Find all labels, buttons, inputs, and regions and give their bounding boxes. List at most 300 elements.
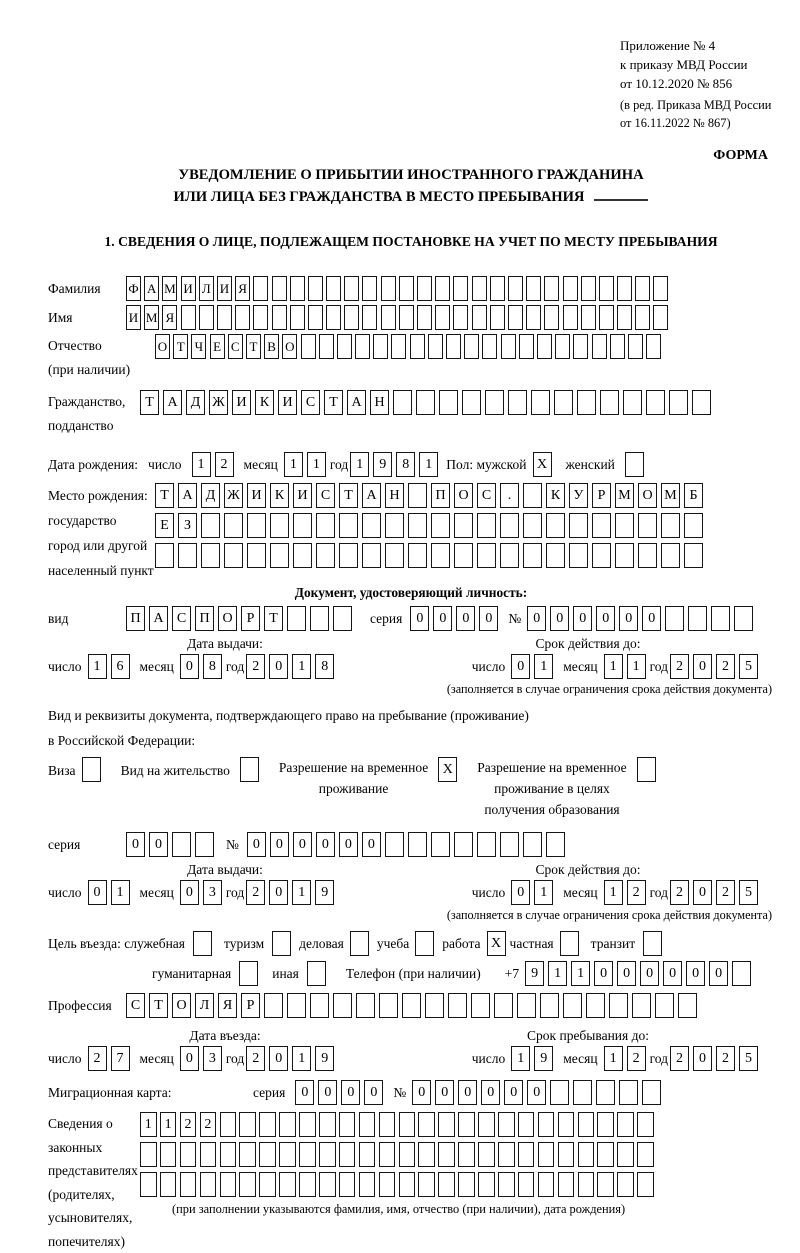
char-cell[interactable] bbox=[546, 513, 565, 538]
char-cell[interactable] bbox=[418, 1142, 435, 1167]
char-cell[interactable] bbox=[399, 1142, 416, 1167]
char-cell[interactable]: 0 bbox=[435, 1080, 454, 1105]
char-cell[interactable]: 0 bbox=[663, 961, 682, 986]
char-cell[interactable] bbox=[597, 1142, 614, 1167]
char-cell[interactable]: X bbox=[533, 452, 552, 477]
char-cell[interactable] bbox=[573, 334, 588, 359]
char-cell[interactable] bbox=[435, 276, 450, 301]
char-cell[interactable]: И bbox=[126, 305, 141, 330]
char-cell[interactable]: 0 bbox=[318, 1080, 337, 1105]
char-cell[interactable]: 9 bbox=[373, 452, 392, 477]
char-cell[interactable] bbox=[399, 1172, 416, 1197]
char-cell[interactable]: 2 bbox=[670, 880, 689, 905]
char-cell[interactable] bbox=[381, 276, 396, 301]
char-cell[interactable]: 7 bbox=[111, 1046, 130, 1071]
char-cell[interactable] bbox=[239, 961, 258, 986]
char-cell[interactable] bbox=[160, 1172, 177, 1197]
char-cell[interactable] bbox=[498, 1142, 515, 1167]
char-cell[interactable] bbox=[609, 993, 628, 1018]
char-cell[interactable] bbox=[200, 1172, 217, 1197]
char-cell[interactable] bbox=[333, 993, 352, 1018]
char-cell[interactable] bbox=[558, 1142, 575, 1167]
char-cell[interactable] bbox=[418, 1112, 435, 1137]
char-cell[interactable] bbox=[632, 993, 651, 1018]
char-cell[interactable]: Т bbox=[246, 334, 261, 359]
char-cell[interactable] bbox=[523, 543, 542, 568]
char-cell[interactable]: 0 bbox=[269, 880, 288, 905]
char-cell[interactable] bbox=[617, 276, 632, 301]
char-cell[interactable] bbox=[617, 1142, 634, 1167]
char-cell[interactable]: Т bbox=[264, 606, 283, 631]
char-cell[interactable] bbox=[558, 1172, 575, 1197]
char-cell[interactable] bbox=[220, 1142, 237, 1167]
char-cell[interactable]: Я bbox=[162, 305, 177, 330]
char-cell[interactable]: Л bbox=[199, 276, 214, 301]
char-cell[interactable] bbox=[538, 1172, 555, 1197]
char-cell[interactable] bbox=[140, 1142, 157, 1167]
char-cell[interactable] bbox=[428, 334, 443, 359]
char-cell[interactable] bbox=[554, 390, 573, 415]
char-cell[interactable]: 0 bbox=[458, 1080, 477, 1105]
char-cell[interactable] bbox=[454, 832, 473, 857]
char-cell[interactable] bbox=[399, 276, 414, 301]
char-cell[interactable] bbox=[638, 543, 657, 568]
char-cell[interactable]: 2 bbox=[200, 1112, 217, 1137]
char-cell[interactable] bbox=[462, 390, 481, 415]
char-cell[interactable]: 1 bbox=[511, 1046, 530, 1071]
char-cell[interactable] bbox=[458, 1172, 475, 1197]
char-cell[interactable]: 9 bbox=[534, 1046, 553, 1071]
char-cell[interactable] bbox=[307, 961, 326, 986]
char-cell[interactable] bbox=[500, 832, 519, 857]
char-cell[interactable]: Т bbox=[149, 993, 168, 1018]
char-cell[interactable] bbox=[425, 993, 444, 1018]
char-cell[interactable]: 0 bbox=[479, 606, 498, 631]
char-cell[interactable] bbox=[637, 757, 656, 782]
char-cell[interactable] bbox=[617, 1112, 634, 1137]
char-cell[interactable]: Д bbox=[186, 390, 205, 415]
char-cell[interactable] bbox=[615, 513, 634, 538]
char-cell[interactable] bbox=[578, 1142, 595, 1167]
char-cell[interactable] bbox=[418, 1172, 435, 1197]
char-cell[interactable] bbox=[308, 276, 323, 301]
char-cell[interactable] bbox=[597, 1112, 614, 1137]
char-cell[interactable] bbox=[523, 832, 542, 857]
char-cell[interactable] bbox=[379, 1172, 396, 1197]
char-cell[interactable] bbox=[546, 543, 565, 568]
char-cell[interactable]: М bbox=[144, 305, 159, 330]
char-cell[interactable]: 5 bbox=[739, 880, 758, 905]
char-cell[interactable] bbox=[628, 334, 643, 359]
char-cell[interactable]: Н bbox=[385, 483, 404, 508]
char-cell[interactable]: 0 bbox=[693, 1046, 712, 1071]
char-cell[interactable]: 0 bbox=[410, 606, 429, 631]
char-cell[interactable] bbox=[253, 276, 268, 301]
char-cell[interactable] bbox=[172, 832, 191, 857]
char-cell[interactable]: 0 bbox=[550, 606, 569, 631]
char-cell[interactable]: 6 bbox=[111, 654, 130, 679]
char-cell[interactable]: 0 bbox=[481, 1080, 500, 1105]
char-cell[interactable] bbox=[638, 513, 657, 538]
char-cell[interactable] bbox=[684, 543, 703, 568]
char-cell[interactable] bbox=[438, 1142, 455, 1167]
char-cell[interactable]: 0 bbox=[527, 1080, 546, 1105]
char-cell[interactable]: Л bbox=[195, 993, 214, 1018]
char-cell[interactable] bbox=[684, 513, 703, 538]
char-cell[interactable] bbox=[362, 276, 377, 301]
char-cell[interactable] bbox=[272, 276, 287, 301]
char-cell[interactable] bbox=[326, 305, 341, 330]
char-cell[interactable] bbox=[661, 513, 680, 538]
char-cell[interactable] bbox=[362, 513, 381, 538]
char-cell[interactable]: И bbox=[217, 276, 232, 301]
char-cell[interactable]: А bbox=[144, 276, 159, 301]
char-cell[interactable] bbox=[477, 832, 496, 857]
char-cell[interactable]: 0 bbox=[180, 880, 199, 905]
char-cell[interactable]: 1 bbox=[192, 452, 211, 477]
char-cell[interactable]: 1 bbox=[627, 654, 646, 679]
char-cell[interactable]: Б bbox=[684, 483, 703, 508]
char-cell[interactable]: 5 bbox=[739, 654, 758, 679]
char-cell[interactable]: 2 bbox=[88, 1046, 107, 1071]
char-cell[interactable]: X bbox=[487, 931, 506, 956]
char-cell[interactable] bbox=[563, 993, 582, 1018]
char-cell[interactable] bbox=[337, 334, 352, 359]
char-cell[interactable]: 1 bbox=[292, 880, 311, 905]
char-cell[interactable]: 2 bbox=[670, 1046, 689, 1071]
char-cell[interactable] bbox=[669, 390, 688, 415]
char-cell[interactable] bbox=[454, 513, 473, 538]
char-cell[interactable]: С bbox=[126, 993, 145, 1018]
char-cell[interactable] bbox=[259, 1112, 276, 1137]
char-cell[interactable]: 1 bbox=[140, 1112, 157, 1137]
char-cell[interactable] bbox=[373, 334, 388, 359]
char-cell[interactable] bbox=[316, 543, 335, 568]
char-cell[interactable]: С bbox=[172, 606, 191, 631]
char-cell[interactable] bbox=[458, 1142, 475, 1167]
char-cell[interactable] bbox=[253, 305, 268, 330]
char-cell[interactable] bbox=[472, 276, 487, 301]
char-cell[interactable]: А bbox=[362, 483, 381, 508]
char-cell[interactable] bbox=[578, 1172, 595, 1197]
char-cell[interactable] bbox=[155, 543, 174, 568]
char-cell[interactable]: Я bbox=[235, 276, 250, 301]
char-cell[interactable] bbox=[339, 1142, 356, 1167]
char-cell[interactable]: П bbox=[126, 606, 145, 631]
char-cell[interactable]: З bbox=[178, 513, 197, 538]
char-cell[interactable] bbox=[523, 483, 542, 508]
char-cell[interactable] bbox=[319, 1142, 336, 1167]
char-cell[interactable]: 1 bbox=[534, 654, 553, 679]
char-cell[interactable] bbox=[653, 276, 668, 301]
char-cell[interactable] bbox=[625, 452, 644, 477]
char-cell[interactable]: 9 bbox=[315, 1046, 334, 1071]
char-cell[interactable] bbox=[615, 543, 634, 568]
char-cell[interactable] bbox=[540, 993, 559, 1018]
char-cell[interactable] bbox=[399, 1112, 416, 1137]
char-cell[interactable] bbox=[500, 513, 519, 538]
char-cell[interactable] bbox=[359, 1172, 376, 1197]
char-cell[interactable]: 8 bbox=[396, 452, 415, 477]
char-cell[interactable] bbox=[563, 305, 578, 330]
char-cell[interactable] bbox=[393, 390, 412, 415]
char-cell[interactable] bbox=[477, 543, 496, 568]
char-cell[interactable]: 8 bbox=[315, 654, 334, 679]
char-cell[interactable] bbox=[308, 305, 323, 330]
char-cell[interactable]: 1 bbox=[88, 654, 107, 679]
char-cell[interactable] bbox=[558, 1112, 575, 1137]
char-cell[interactable] bbox=[538, 1142, 555, 1167]
char-cell[interactable] bbox=[688, 606, 707, 631]
char-cell[interactable] bbox=[573, 1080, 592, 1105]
char-cell[interactable] bbox=[494, 993, 513, 1018]
char-cell[interactable]: 1 bbox=[571, 961, 590, 986]
char-cell[interactable] bbox=[550, 1080, 569, 1105]
char-cell[interactable] bbox=[619, 1080, 638, 1105]
char-cell[interactable] bbox=[379, 993, 398, 1018]
char-cell[interactable] bbox=[293, 513, 312, 538]
char-cell[interactable]: О bbox=[172, 993, 191, 1018]
char-cell[interactable]: 0 bbox=[456, 606, 475, 631]
char-cell[interactable]: 0 bbox=[362, 832, 381, 857]
char-cell[interactable] bbox=[637, 1142, 654, 1167]
char-cell[interactable] bbox=[597, 1172, 614, 1197]
char-cell[interactable]: 0 bbox=[295, 1080, 314, 1105]
char-cell[interactable] bbox=[637, 1172, 654, 1197]
char-cell[interactable] bbox=[82, 757, 101, 782]
char-cell[interactable]: Т bbox=[324, 390, 343, 415]
char-cell[interactable] bbox=[642, 1080, 661, 1105]
char-cell[interactable] bbox=[235, 305, 250, 330]
char-cell[interactable] bbox=[299, 1142, 316, 1167]
char-cell[interactable] bbox=[592, 334, 607, 359]
char-cell[interactable]: О bbox=[454, 483, 473, 508]
char-cell[interactable]: 1 bbox=[292, 654, 311, 679]
char-cell[interactable] bbox=[408, 513, 427, 538]
char-cell[interactable]: Д bbox=[201, 483, 220, 508]
char-cell[interactable] bbox=[385, 513, 404, 538]
char-cell[interactable]: 2 bbox=[716, 1046, 735, 1071]
char-cell[interactable] bbox=[439, 390, 458, 415]
char-cell[interactable]: Ч bbox=[191, 334, 206, 359]
char-cell[interactable] bbox=[160, 1142, 177, 1167]
char-cell[interactable] bbox=[359, 1112, 376, 1137]
char-cell[interactable]: С bbox=[316, 483, 335, 508]
char-cell[interactable]: 0 bbox=[293, 832, 312, 857]
char-cell[interactable]: П bbox=[195, 606, 214, 631]
char-cell[interactable]: Е bbox=[155, 513, 174, 538]
char-cell[interactable]: 0 bbox=[433, 606, 452, 631]
char-cell[interactable] bbox=[592, 543, 611, 568]
char-cell[interactable]: 1 bbox=[284, 452, 303, 477]
char-cell[interactable] bbox=[247, 543, 266, 568]
char-cell[interactable] bbox=[339, 1112, 356, 1137]
char-cell[interactable]: Р bbox=[241, 606, 260, 631]
char-cell[interactable] bbox=[181, 305, 196, 330]
char-cell[interactable]: М bbox=[162, 276, 177, 301]
char-cell[interactable] bbox=[537, 334, 552, 359]
char-cell[interactable] bbox=[517, 993, 536, 1018]
char-cell[interactable]: 0 bbox=[573, 606, 592, 631]
char-cell[interactable] bbox=[464, 334, 479, 359]
char-cell[interactable]: 0 bbox=[316, 832, 335, 857]
char-cell[interactable]: 1 bbox=[292, 1046, 311, 1071]
char-cell[interactable] bbox=[490, 305, 505, 330]
char-cell[interactable]: 5 bbox=[739, 1046, 758, 1071]
char-cell[interactable] bbox=[239, 1142, 256, 1167]
char-cell[interactable] bbox=[518, 1172, 535, 1197]
char-cell[interactable]: Ж bbox=[209, 390, 228, 415]
char-cell[interactable]: X bbox=[438, 757, 457, 782]
char-cell[interactable]: Н bbox=[370, 390, 389, 415]
char-cell[interactable]: О bbox=[218, 606, 237, 631]
char-cell[interactable] bbox=[646, 390, 665, 415]
char-cell[interactable] bbox=[379, 1112, 396, 1137]
char-cell[interactable] bbox=[478, 1142, 495, 1167]
char-cell[interactable] bbox=[578, 1112, 595, 1137]
char-cell[interactable]: 1 bbox=[604, 880, 623, 905]
char-cell[interactable] bbox=[239, 1172, 256, 1197]
char-cell[interactable]: 2 bbox=[670, 654, 689, 679]
char-cell[interactable] bbox=[586, 993, 605, 1018]
char-cell[interactable] bbox=[508, 305, 523, 330]
char-cell[interactable]: К bbox=[546, 483, 565, 508]
char-cell[interactable]: А bbox=[163, 390, 182, 415]
char-cell[interactable] bbox=[270, 513, 289, 538]
char-cell[interactable] bbox=[410, 334, 425, 359]
char-cell[interactable]: 0 bbox=[619, 606, 638, 631]
char-cell[interactable] bbox=[500, 543, 519, 568]
char-cell[interactable] bbox=[431, 543, 450, 568]
char-cell[interactable] bbox=[732, 961, 751, 986]
char-cell[interactable] bbox=[623, 390, 642, 415]
char-cell[interactable] bbox=[617, 1172, 634, 1197]
char-cell[interactable]: А bbox=[149, 606, 168, 631]
char-cell[interactable]: 0 bbox=[88, 880, 107, 905]
char-cell[interactable]: 1 bbox=[350, 452, 369, 477]
char-cell[interactable] bbox=[655, 993, 674, 1018]
char-cell[interactable] bbox=[526, 305, 541, 330]
char-cell[interactable]: 0 bbox=[149, 832, 168, 857]
char-cell[interactable] bbox=[381, 305, 396, 330]
char-cell[interactable]: У bbox=[569, 483, 588, 508]
char-cell[interactable]: Р bbox=[241, 993, 260, 1018]
char-cell[interactable] bbox=[415, 931, 434, 956]
char-cell[interactable] bbox=[643, 931, 662, 956]
char-cell[interactable] bbox=[293, 543, 312, 568]
char-cell[interactable] bbox=[350, 931, 369, 956]
char-cell[interactable] bbox=[458, 1112, 475, 1137]
char-cell[interactable] bbox=[661, 543, 680, 568]
char-cell[interactable] bbox=[339, 513, 358, 538]
char-cell[interactable] bbox=[316, 513, 335, 538]
char-cell[interactable] bbox=[193, 931, 212, 956]
char-cell[interactable] bbox=[569, 543, 588, 568]
char-cell[interactable]: 0 bbox=[180, 654, 199, 679]
char-cell[interactable] bbox=[195, 832, 214, 857]
char-cell[interactable] bbox=[538, 1112, 555, 1137]
char-cell[interactable] bbox=[518, 1112, 535, 1137]
char-cell[interactable]: 0 bbox=[596, 606, 615, 631]
char-cell[interactable] bbox=[239, 1112, 256, 1137]
char-cell[interactable] bbox=[140, 1172, 157, 1197]
char-cell[interactable]: С bbox=[301, 390, 320, 415]
char-cell[interactable] bbox=[290, 305, 305, 330]
char-cell[interactable] bbox=[519, 334, 534, 359]
char-cell[interactable]: 0 bbox=[364, 1080, 383, 1105]
char-cell[interactable] bbox=[472, 305, 487, 330]
char-cell[interactable] bbox=[344, 276, 359, 301]
char-cell[interactable]: 0 bbox=[504, 1080, 523, 1105]
char-cell[interactable] bbox=[339, 1172, 356, 1197]
char-cell[interactable] bbox=[438, 1112, 455, 1137]
char-cell[interactable] bbox=[379, 1142, 396, 1167]
char-cell[interactable]: 3 bbox=[203, 1046, 222, 1071]
char-cell[interactable] bbox=[438, 1172, 455, 1197]
char-cell[interactable] bbox=[531, 390, 550, 415]
char-cell[interactable]: 2 bbox=[246, 1046, 265, 1071]
char-cell[interactable] bbox=[482, 334, 497, 359]
char-cell[interactable]: 2 bbox=[627, 1046, 646, 1071]
char-cell[interactable] bbox=[453, 305, 468, 330]
char-cell[interactable]: Я bbox=[218, 993, 237, 1018]
char-cell[interactable] bbox=[279, 1142, 296, 1167]
char-cell[interactable]: 2 bbox=[246, 654, 265, 679]
char-cell[interactable]: 0 bbox=[693, 880, 712, 905]
char-cell[interactable]: 2 bbox=[215, 452, 234, 477]
char-cell[interactable] bbox=[272, 931, 291, 956]
char-cell[interactable]: 9 bbox=[525, 961, 544, 986]
char-cell[interactable]: . bbox=[500, 483, 519, 508]
char-cell[interactable] bbox=[201, 513, 220, 538]
char-cell[interactable] bbox=[402, 993, 421, 1018]
char-cell[interactable]: 8 bbox=[203, 654, 222, 679]
char-cell[interactable] bbox=[319, 1112, 336, 1137]
char-cell[interactable] bbox=[448, 993, 467, 1018]
char-cell[interactable]: М bbox=[661, 483, 680, 508]
char-cell[interactable]: 1 bbox=[548, 961, 567, 986]
char-cell[interactable]: 0 bbox=[341, 1080, 360, 1105]
char-cell[interactable] bbox=[344, 305, 359, 330]
char-cell[interactable] bbox=[356, 993, 375, 1018]
char-cell[interactable]: Т bbox=[339, 483, 358, 508]
char-cell[interactable]: И bbox=[232, 390, 251, 415]
char-cell[interactable] bbox=[326, 276, 341, 301]
char-cell[interactable] bbox=[408, 832, 427, 857]
char-cell[interactable] bbox=[569, 513, 588, 538]
char-cell[interactable] bbox=[200, 1142, 217, 1167]
char-cell[interactable] bbox=[391, 334, 406, 359]
char-cell[interactable] bbox=[544, 305, 559, 330]
char-cell[interactable] bbox=[544, 276, 559, 301]
char-cell[interactable] bbox=[310, 606, 329, 631]
char-cell[interactable]: Ф bbox=[126, 276, 141, 301]
char-cell[interactable]: 0 bbox=[640, 961, 659, 986]
char-cell[interactable] bbox=[362, 543, 381, 568]
char-cell[interactable]: 1 bbox=[604, 1046, 623, 1071]
char-cell[interactable] bbox=[599, 305, 614, 330]
char-cell[interactable]: 0 bbox=[693, 654, 712, 679]
char-cell[interactable] bbox=[220, 1172, 237, 1197]
char-cell[interactable] bbox=[362, 305, 377, 330]
char-cell[interactable] bbox=[199, 305, 214, 330]
char-cell[interactable] bbox=[224, 543, 243, 568]
char-cell[interactable]: 0 bbox=[617, 961, 636, 986]
char-cell[interactable]: Ж bbox=[224, 483, 243, 508]
char-cell[interactable] bbox=[498, 1112, 515, 1137]
char-cell[interactable]: 2 bbox=[716, 654, 735, 679]
char-cell[interactable]: 1 bbox=[534, 880, 553, 905]
